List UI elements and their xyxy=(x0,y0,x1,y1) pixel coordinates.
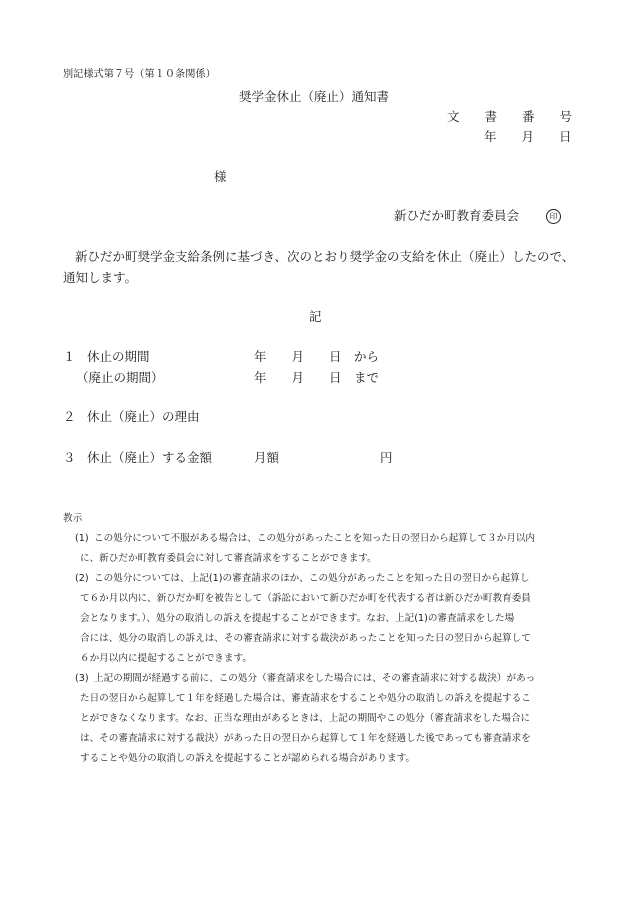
item-1-number: １ xyxy=(63,349,76,364)
date-label: 年 月 日 xyxy=(484,129,572,144)
item-3-value: 月額 xyxy=(254,450,280,465)
body-text-line-2: 通知します。 xyxy=(63,270,138,285)
note-3-line: 上記の期間が経過する前に、この処分（審査請求をした場合には、その審査請求に対する裁決）があっ xyxy=(94,673,536,684)
note-3-line: とができなくなります。なお、正当な理由があるときは、上記の期間やこの処分（審査請求をした場合に xyxy=(80,713,531,724)
item-3-unit: 円 xyxy=(380,450,393,465)
note-1-line: に、新ひだか町教育委員会に対して審査請求をすることができます。 xyxy=(80,553,377,564)
note-3-marker: (3) xyxy=(75,673,89,684)
note-2-line: ６か月以内に提起することができます。 xyxy=(80,653,252,664)
item-3-label: 休止（廃止）する金額 xyxy=(87,450,213,465)
ki-heading: 記 xyxy=(309,309,322,324)
note-3-line: た日の翌日から起算して１年を経過した場合は、審査請求をすることや処分の取消しの訴えを提起するこ xyxy=(80,693,531,704)
issuer-name: 新ひだか町教育委員会 xyxy=(394,208,520,223)
note-2-line: 会となります。）、処分の取消しの訴えを提起することができます。なお、上記(1)の審査請求をした場 xyxy=(80,613,515,624)
item-2-number: ２ xyxy=(63,409,76,424)
note-1-marker: (1) xyxy=(75,533,89,544)
form-reference: 別記様式第７号（第１０条関係） xyxy=(63,69,216,80)
note-3-line: は、その審査請求に対する裁決）があった日の翌日から起算して１年を経過した後であっても審査請求を xyxy=(80,733,531,744)
document-title: 奨学金休止（廃止）通知書 xyxy=(239,89,390,104)
item-1b-label: （廃止の期間） xyxy=(76,370,164,385)
item-1b-value: 年 月 日 まで xyxy=(254,370,380,385)
document-number-label: 文 書 番 号 xyxy=(447,109,573,124)
addressee-suffix: 様 xyxy=(214,169,227,184)
kyoji-heading: 教示 xyxy=(63,513,83,524)
item-3-number: ３ xyxy=(63,450,76,465)
seal-mark: 印 xyxy=(546,209,561,224)
note-2-line: この処分については、上記(1)の審査請求のほか、この処分があったことを知った日の翌日から起算し xyxy=(94,573,530,584)
item-1-value: 年 月 日 から xyxy=(254,349,380,364)
note-2-marker: (2) xyxy=(75,573,89,584)
body-text-line-1: 新ひだか町奨学金支給条例に基づき、次のとおり奨学金の支給を休止（廃止）したので、 xyxy=(75,249,575,264)
item-2-label: 休止（廃止）の理由 xyxy=(87,409,200,424)
note-1-line: この処分について不服がある場合は、この処分があったことを知った日の翌日から起算して３か月以内 xyxy=(94,533,536,544)
item-1-label: 休止の期間 xyxy=(87,349,150,364)
note-2-line: て６か月以内に、新ひだか町を被告として（訴訟において新ひだか町を代表する者は新ひだか町教育委員 xyxy=(80,593,531,604)
note-3-line: することや処分の取消しの訴えを提起することが認められる場合があります。 xyxy=(80,753,416,764)
note-2-line: 合には、処分の取消しの訴えは、その審査請求に対する裁決があったことを知った日の翌日から起算して xyxy=(80,633,531,644)
